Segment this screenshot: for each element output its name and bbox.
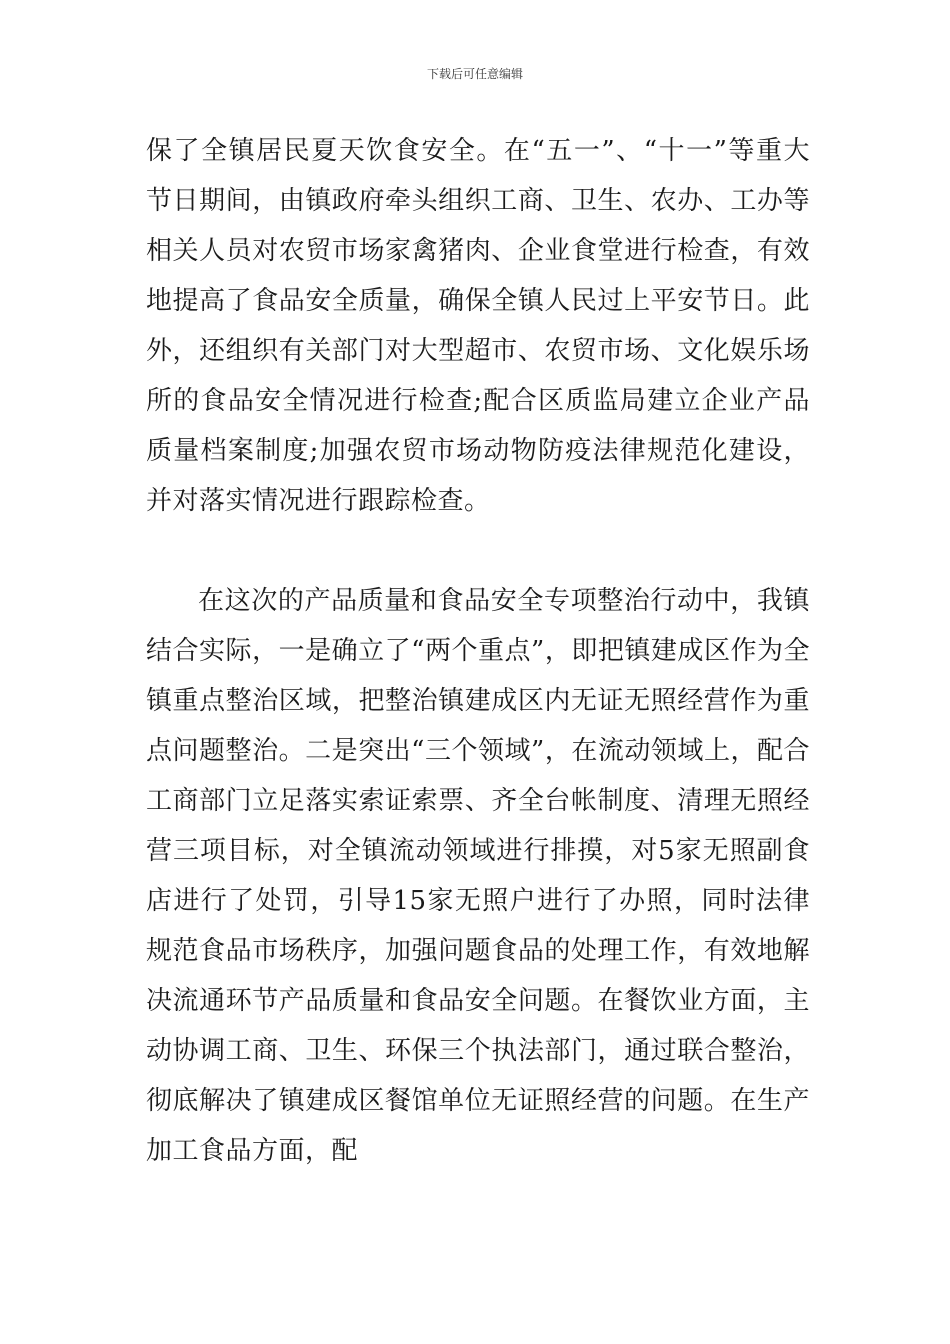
- body-paragraph: 保了全镇居民夏天饮食安全。在“五一”、“十一”等重大节日期间，由镇政府牵头组织工商、卫生、农办、工办等相关人员对农贸市场家禽猪肉、企业食堂进行检查，有效地提高了食品安全质量，确保全镇人民过上平安节日。此外，还组织有关部门对大型超市、农贸市场、文化娱乐场所的食品安全情况进行检查;配合区质监局建立企业产品质量档案制度;加强农贸市场动物防疫法律规范化建设，并对落实情况进行跟踪检查。: [146, 136, 810, 516]
- header-note: 下载后可任意编辑: [426, 67, 523, 81]
- body-paragraph: 在这次的产品质量和食品安全专项整治行动中，我镇结合实际，一是确立了“两个重点”，即把镇建成区作为全镇重点整治区域，把整治镇建成区内无证无照经营作为重点问题整治。二是突出“三个领域”，在流动领域上，配合工商部门立足落实索证索票、齐全台帐制度、清理无照经营三项目标，对全镇流动领域进行排摸，对5家无照副食店进行了处罚，引导15家无照户进行了办照，同时法律规范食品市场秩序，加强问题食品的处理工作，有效地解决流通环节产品质量和食品安全问题。在餐饮业方面，主动协调工商、卫生、环保三个执法部门，通过联合整治，彻底解决了镇建成区餐馆单位无证照经营的问题。在生产加工食品方面，配: [146, 586, 810, 1166]
